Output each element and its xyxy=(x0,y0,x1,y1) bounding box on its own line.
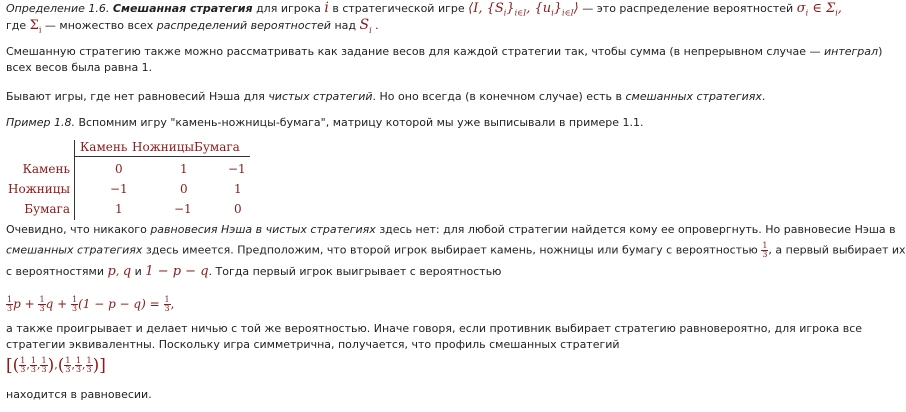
def-text-5: — множество всех xyxy=(44,19,154,32)
paragraph-5-line-3: с вероятностями p, q и 1 − p − q. Тогда первый игрок выигрывает с вероятностью xyxy=(6,264,502,279)
def-text-6: над xyxy=(334,19,356,32)
table-left-rule xyxy=(74,140,75,220)
math-q: q xyxy=(122,264,132,279)
row-label: Ножницы xyxy=(8,182,70,196)
math-p: p xyxy=(107,264,116,279)
def-text-2: в стратегической игре xyxy=(332,2,465,15)
row-label: Бумага xyxy=(24,202,70,216)
math-i: i xyxy=(324,0,329,16)
math-1-p-q: 1 − p − q xyxy=(145,264,209,279)
definition-label: Определение 1.6. xyxy=(6,2,110,15)
row-label: Камень xyxy=(22,162,70,176)
fraction-one-third: $\frac{1}{3}$ xyxy=(762,241,768,259)
def-text-3: — это распределение вероятностей xyxy=(582,2,794,15)
col-header-kamen: Камень xyxy=(80,140,128,154)
mixed-strategy-profile: [( $\frac{1}{3}$ , $\frac{1}{3}$ , $\frac{1}{3}$ ),( $\frac{1}{3}$ , $\frac{1}{3}$ , $\frac{1}{3}$ )] xyxy=(6,355,106,376)
example-line xyxy=(6,116,644,130)
win-probability-formula: $\frac{1}{3}$ p + $\frac{1}{3}$ q + $\frac{1}{3}$ (1 − p − q) = $\frac{1}{3}$ , xyxy=(7,295,175,313)
cell: 0 xyxy=(115,162,123,176)
paragraph-5-line-2: смешанных стратегиях здесь имеется. Предположим, что второй игрок выбирает камень, ножницы или бумагу с вероятностью $\frac{1}{3}$ , а первый выбирает их xyxy=(6,241,906,259)
paragraph-6-line-2: стратегии эквивалентны. Поскольку игра симметрична, получается, что профиль смешанных стратегий xyxy=(6,338,620,351)
math-game: ⟨I, $\{S_i\}_{i\in I}$, $\{u_i\}_{i\in I}⟩$ xyxy=(468,1,579,18)
paragraph-2-line-2: всех весов была равна 1. xyxy=(6,61,153,74)
paragraph-6-line-1: а также проигрывает и делает ничью с той же вероятностью. Иначе говоря, если противник выбирает стратегию равновероятно, для игрока все xyxy=(6,322,863,335)
col-header-bumaga: Бумага xyxy=(194,140,240,154)
example-label: Пример 1.8. xyxy=(6,116,75,129)
cell: −1 xyxy=(110,182,128,196)
def-text-7: . xyxy=(375,19,379,32)
cell: 0 xyxy=(234,202,242,216)
cell: 1 xyxy=(180,162,188,176)
cell: −1 xyxy=(174,202,192,216)
cell: 0 xyxy=(180,182,188,196)
paragraph-7: находится в равновесии. xyxy=(6,388,152,401)
example-text: Вспомним игру "камень-ножницы-бумага", матрицу которой мы уже выписывали в примере 1.1. xyxy=(78,116,644,129)
def-text-1: для игрока xyxy=(256,2,321,15)
col-header-nozhnitsy: Ножницы xyxy=(132,140,194,154)
cell: 1 xyxy=(115,202,123,216)
definition-term: Смешанная стратегия xyxy=(112,2,253,15)
table-top-rule xyxy=(74,156,250,157)
math-Sigma-i: $\Sigma_i$ xyxy=(29,18,42,35)
def-text-5-italic: распределений вероятностей xyxy=(156,19,331,32)
paragraph-2-line-1: Смешанную стратегию также можно рассматривать как задание весов для каждой стратегии так, чтобы сумма (в непрерывном случае — интеграл) xyxy=(6,45,883,58)
definition-line-2 xyxy=(6,18,379,38)
math-S-i: $S_i$ xyxy=(359,17,372,35)
cell: −1 xyxy=(228,162,246,176)
paragraph-5-line-1: Очевидно, что никакого равновесия Нэша в чистых стратегиях здесь нет: для любой стратегии найдется кому ее опровергнуть. Но равновесие Нэша в xyxy=(6,223,896,236)
cell: 1 xyxy=(234,182,242,196)
def-text-4: где xyxy=(6,19,27,32)
math-sigma: $\sigma_i$ ∈ $\Sigma_i$, xyxy=(796,1,842,18)
payoff-matrix xyxy=(0,140,260,220)
paragraph-3: Бывают игры, где нет равновесий Нэша для чистых стратегий. Но оно всегда (в конечном случае) есть в смешанных стратегиях. xyxy=(6,90,766,103)
